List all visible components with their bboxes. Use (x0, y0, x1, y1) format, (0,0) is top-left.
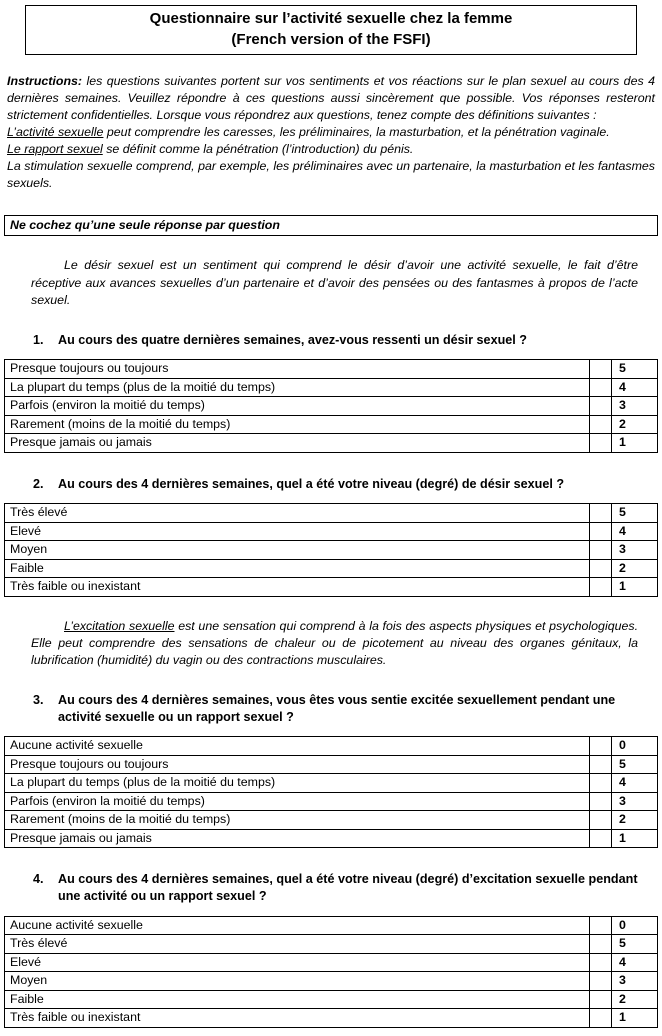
answer-row (5, 415, 658, 434)
answer-checkbox-cell[interactable] (590, 360, 612, 379)
answer-checkbox-cell[interactable] (590, 755, 612, 774)
answer-checkbox-cell[interactable] (590, 522, 612, 541)
answer-row (5, 774, 658, 793)
answer-checkbox-cell[interactable] (590, 953, 612, 972)
answer-checkbox-cell[interactable] (590, 916, 612, 935)
page-title-line-2: (French version of the FSFI) (231, 30, 431, 48)
answer-row (5, 434, 658, 453)
question-3-text: Au cours des 4 dernières semaines, vous êtes vous sentie excitée sexuellement pendant une activité sexuelle ou un rapport sexuel ? (58, 693, 616, 724)
answer-checkbox-cell[interactable] (590, 378, 612, 397)
answer-row (5, 935, 658, 954)
answer-score: 2 (612, 811, 658, 830)
answer-label: La plupart du temps (plus de la moitié du temps) (5, 774, 590, 793)
definition-intercourse-term: Le rapport sexuel (7, 141, 103, 156)
answer-row (5, 737, 658, 756)
answer-row (5, 990, 658, 1009)
question-1-number: 1. (33, 332, 44, 347)
instructions-label: Instructions: (7, 74, 83, 89)
answer-score: 4 (612, 953, 658, 972)
answer-score: 5 (612, 504, 658, 523)
answer-row (5, 953, 658, 972)
answer-checkbox-cell[interactable] (590, 792, 612, 811)
answer-score: 5 (612, 755, 658, 774)
definition-intercourse (7, 141, 655, 158)
question-1-text: Au cours des quatre dernières semaines, avez-vous ressenti un désir sexuel ? (58, 332, 527, 347)
question-2-table (4, 503, 658, 597)
answer-row (5, 811, 658, 830)
instructions-intro: les questions suivantes portent sur vos sentiments et vos réactions sur le plan sexuel au cours des 4 dernières semaines. Veuillez répondre à ces questions aussi sincèrement que possible. Vos réponses resteront strictement confidentielles. Lorsque vous répondrez aux questions, tenez compte des définitions suivantes : (7, 74, 655, 123)
question-4-table (4, 916, 658, 1028)
definition-activity-rest: peut comprendre les caresses, les préliminaires, la masturbation, et la pénétration vaginale. (106, 124, 610, 139)
single-answer-notice: Ne cochez qu’une seule réponse par question (4, 215, 658, 236)
answer-checkbox-cell[interactable] (590, 737, 612, 756)
answer-label: Parfois (environ la moitié du temps) (5, 792, 590, 811)
question-3-number: 3. (33, 693, 44, 708)
question-2 (33, 476, 640, 493)
answer-label: Rarement (moins de la moitié du temps) (5, 415, 590, 434)
answer-checkbox-cell[interactable] (590, 1009, 612, 1028)
answer-label: Moyen (5, 972, 590, 991)
answer-checkbox-cell[interactable] (590, 972, 612, 991)
answer-score: 4 (612, 522, 658, 541)
answer-label: Elevé (5, 953, 590, 972)
instructions-paragraph (7, 73, 655, 124)
question-4-number: 4. (33, 872, 44, 887)
answer-label: Presque toujours ou toujours (5, 360, 590, 379)
answer-label: Elevé (5, 522, 590, 541)
answer-label: Presque jamais ou jamais (5, 434, 590, 453)
question-4 (33, 871, 640, 904)
answer-score: 3 (612, 972, 658, 991)
question-4-text: Au cours des 4 dernières semaines, quel a été votre niveau (degré) d’excitation sexuelle pendant une activité ou un rapport sexuel ? (58, 872, 638, 904)
answer-score: 1 (612, 1009, 658, 1028)
question-1-table (4, 359, 658, 453)
answer-row (5, 360, 658, 379)
answer-score: 1 (612, 578, 658, 597)
answer-checkbox-cell[interactable] (590, 434, 612, 453)
answer-row (5, 972, 658, 991)
question-2-text: Au cours des 4 dernières semaines, quel a été votre niveau (degré) de désir sexuel ? (58, 476, 565, 491)
definition-activity-term: L’activité sexuelle (7, 124, 104, 139)
answer-label: Rarement (moins de la moitié du temps) (5, 811, 590, 830)
answer-label: Presque jamais ou jamais (5, 829, 590, 848)
page-title-line-1: Questionnaire sur l’activité sexuelle chez la femme (149, 10, 513, 27)
answer-row (5, 378, 658, 397)
answer-score: 4 (612, 774, 658, 793)
answer-label: Très faible ou inexistant (5, 578, 590, 597)
answer-checkbox-cell[interactable] (590, 811, 612, 830)
answer-score: 3 (612, 541, 658, 560)
answer-row (5, 559, 658, 578)
answer-label: Très faible ou inexistant (5, 1009, 590, 1028)
answer-checkbox-cell[interactable] (590, 990, 612, 1009)
answer-row (5, 504, 658, 523)
answer-score: 0 (612, 737, 658, 756)
answer-row (5, 792, 658, 811)
answer-score: 3 (612, 792, 658, 811)
answer-checkbox-cell[interactable] (590, 559, 612, 578)
answer-checkbox-cell[interactable] (590, 397, 612, 416)
answer-label: La plupart du temps (plus de la moitié du temps) (5, 378, 590, 397)
answer-label: Aucune activité sexuelle (5, 916, 590, 935)
answer-score: 2 (612, 415, 658, 434)
answer-checkbox-cell[interactable] (590, 774, 612, 793)
answer-label: Très élevé (5, 935, 590, 954)
definition-stimulation: La stimulation sexuelle comprend, par exemple, les préliminaires avec un partenaire, la masturbation et les fantasmes sexuels. (7, 158, 655, 190)
arousal-definition-term: L’excitation sexuelle (64, 618, 175, 633)
answer-score: 2 (612, 559, 658, 578)
answer-checkbox-cell[interactable] (590, 829, 612, 848)
answer-score: 0 (612, 916, 658, 935)
answer-label: Faible (5, 559, 590, 578)
instructions (7, 73, 655, 191)
definition-intercourse-rest: se définit comme la pénétration (l’introduction) du pénis. (106, 141, 414, 156)
answer-row (5, 829, 658, 848)
answer-checkbox-cell[interactable] (590, 578, 612, 597)
title-box (25, 5, 637, 55)
question-2-number: 2. (33, 476, 44, 491)
answer-checkbox-cell[interactable] (590, 935, 612, 954)
desire-definition: Le désir sexuel est un sentiment qui comprend le désir d’avoir une activité sexuelle, le fait d’être réceptive aux avances sexuelles d’un partenaire et d’avoir des pensées ou des fantasmes à propos de l’acte sexuel. (31, 258, 638, 307)
question-3-table (4, 736, 658, 848)
answer-label: Moyen (5, 541, 590, 560)
answer-row (5, 541, 658, 560)
answer-row (5, 755, 658, 774)
answer-score: 5 (612, 935, 658, 954)
answer-row (5, 522, 658, 541)
answer-score: 5 (612, 360, 658, 379)
answer-row (5, 1009, 658, 1028)
answer-label: Faible (5, 990, 590, 1009)
answer-label: Parfois (environ la moitié du temps) (5, 397, 590, 416)
answer-score: 1 (612, 829, 658, 848)
answer-label: Aucune activité sexuelle (5, 737, 590, 756)
answer-score: 3 (612, 397, 658, 416)
definition-activity (7, 124, 655, 141)
answer-score: 1 (612, 434, 658, 453)
answer-score: 2 (612, 990, 658, 1009)
answer-checkbox-cell[interactable] (590, 541, 612, 560)
answer-label: Presque toujours ou toujours (5, 755, 590, 774)
answer-row (5, 397, 658, 416)
answer-label: Très élevé (5, 504, 590, 523)
arousal-definition (31, 618, 638, 669)
question-3 (33, 692, 640, 725)
arousal-definition-rest: est une sensation qui comprend à la fois des aspects physiques et psychologiques. Elle peut comprendre des sensations de chaleur ou de picotement au niveau des organes génitaux, la lubrification (humidité) du vagin ou des contractions musculaires. (31, 618, 639, 668)
answer-row (5, 578, 658, 597)
answer-score: 4 (612, 378, 658, 397)
question-1 (33, 332, 640, 349)
answer-checkbox-cell[interactable] (590, 504, 612, 523)
answer-row (5, 916, 658, 935)
answer-checkbox-cell[interactable] (590, 415, 612, 434)
